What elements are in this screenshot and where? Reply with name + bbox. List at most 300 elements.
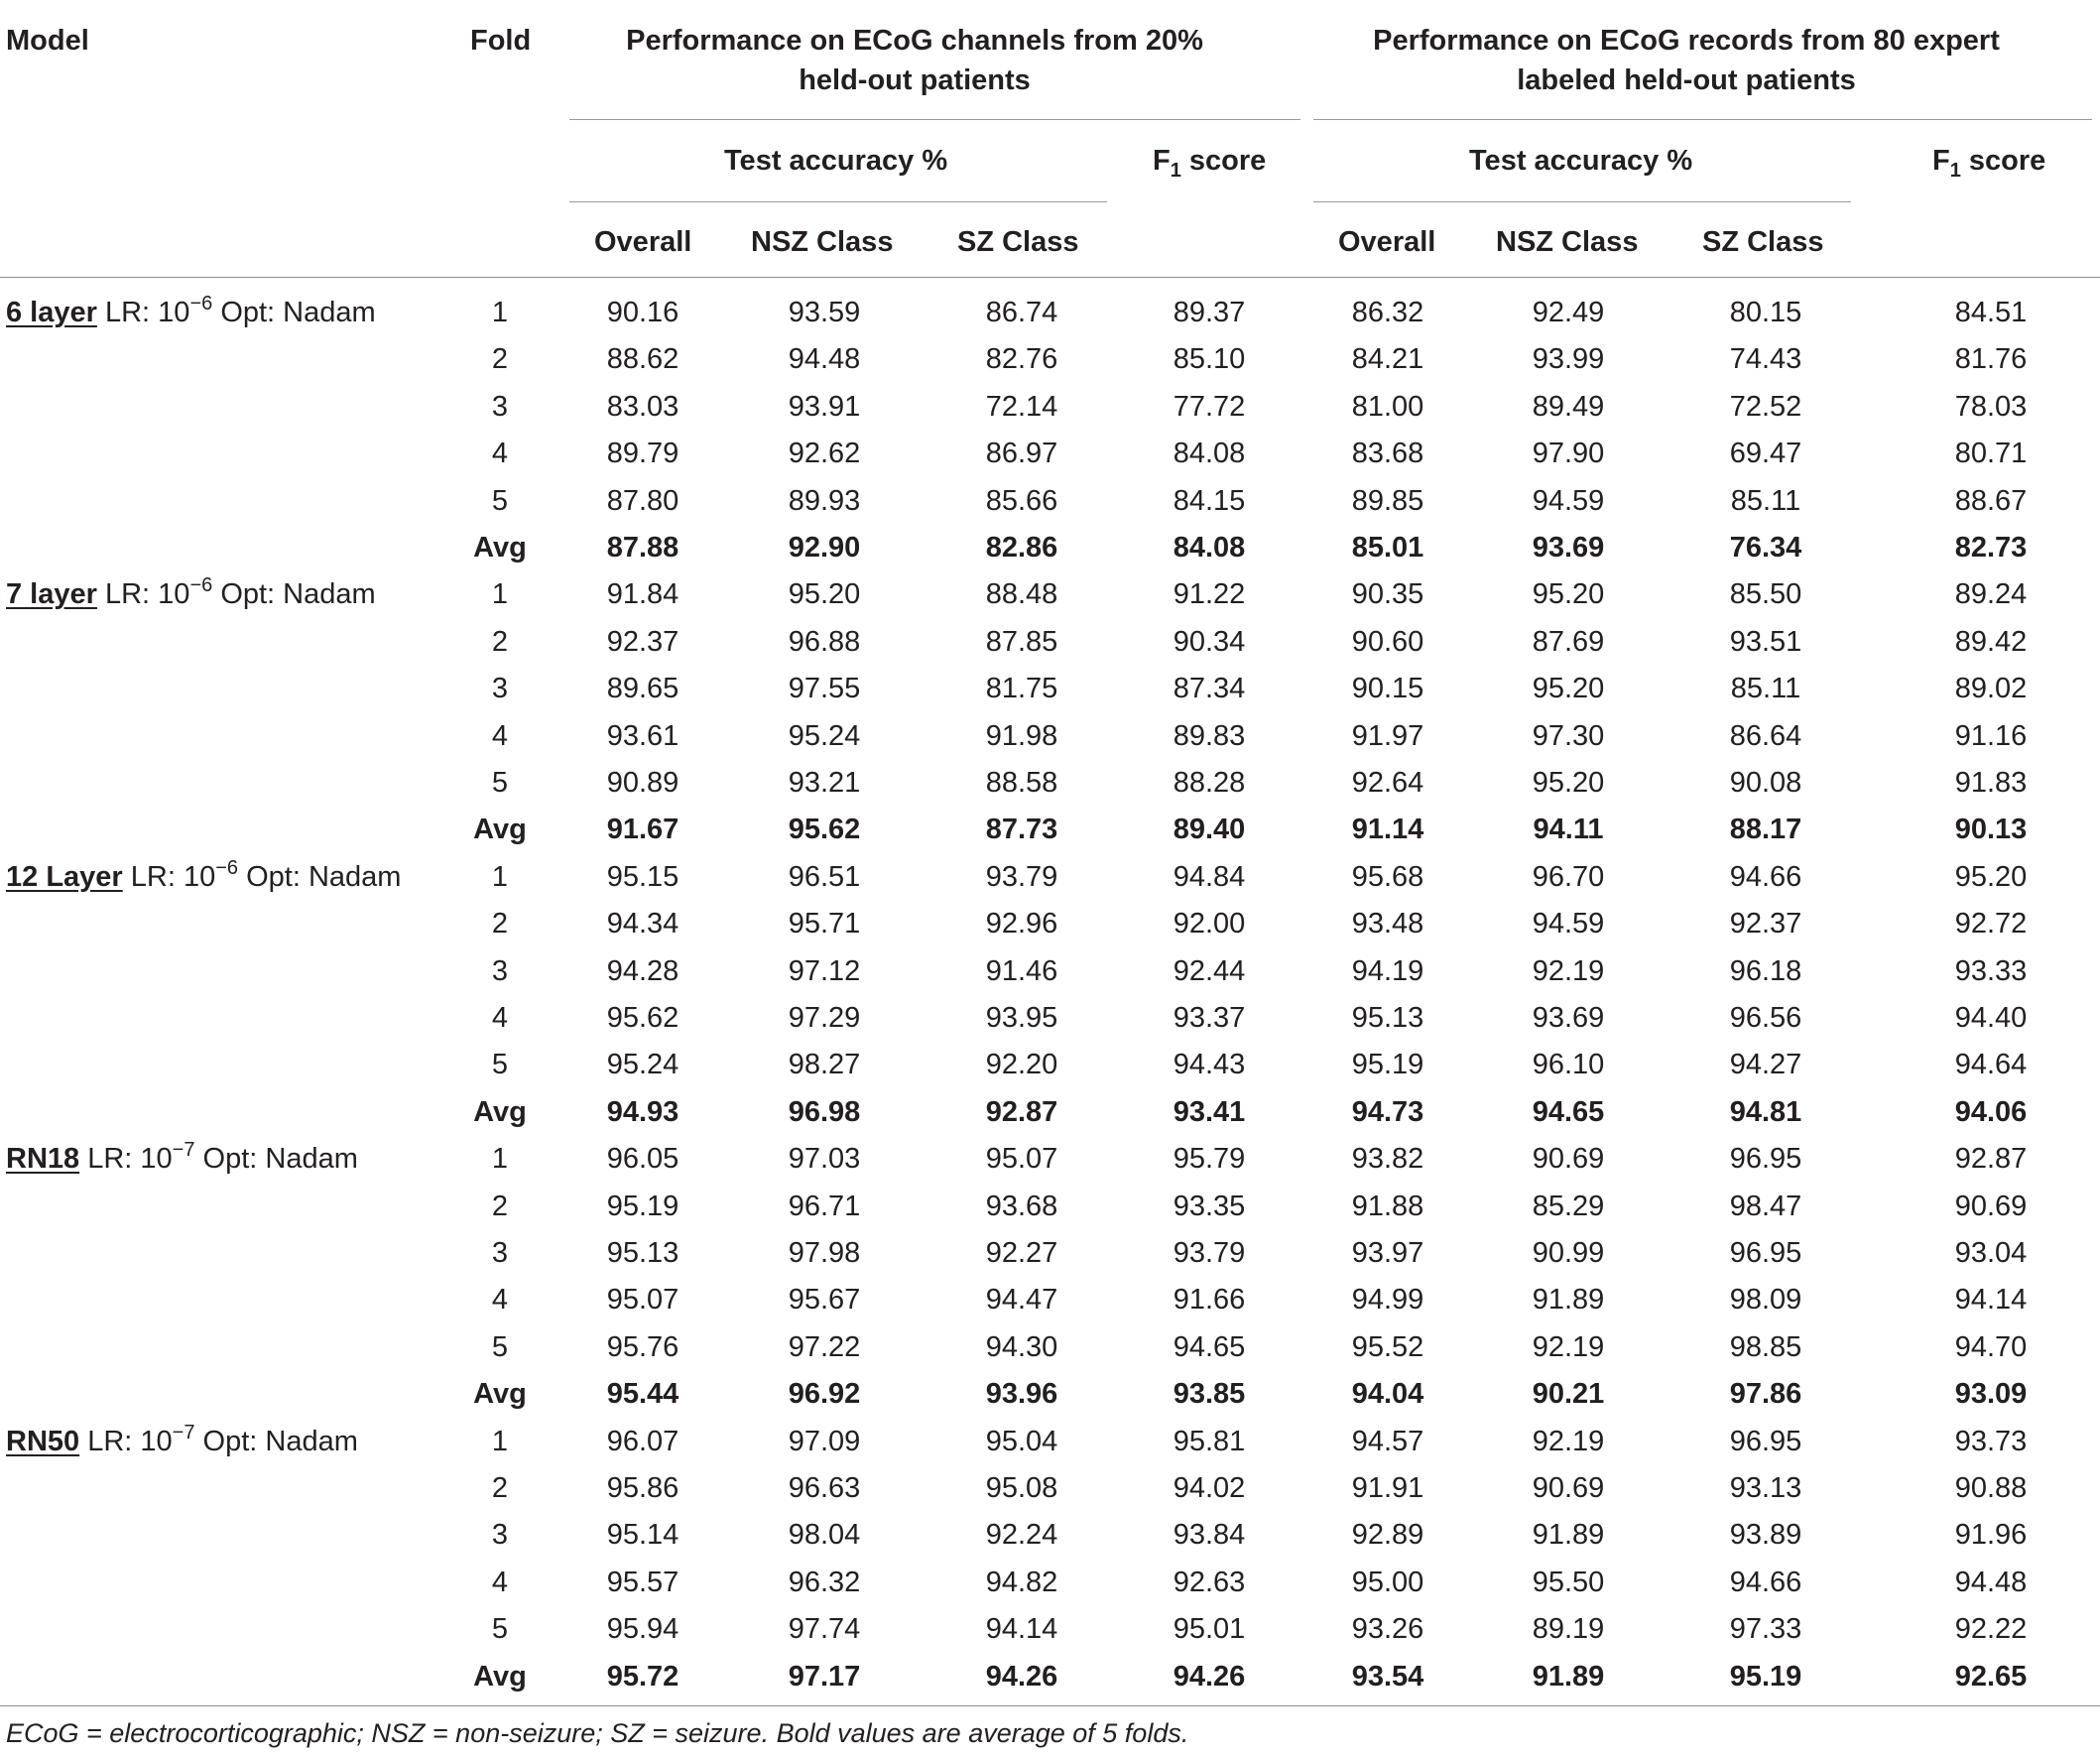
header-nsz-channels: NSZ Class <box>751 226 894 258</box>
value-cell: 91.16 <box>1954 719 2028 752</box>
value-cell: 88.48 <box>985 578 1058 611</box>
value-cell: 96.05 <box>606 1143 679 1176</box>
value-cell: 80.15 <box>1729 297 1802 328</box>
value-cell: 81.00 <box>1351 390 1424 423</box>
value-cell: 96.70 <box>1532 860 1605 893</box>
table-row <box>0 854 2100 901</box>
value-cell: 91.98 <box>985 719 1058 752</box>
model-name: 7 layer <box>6 578 97 611</box>
value-cell: 95.67 <box>788 1284 861 1317</box>
value-cell: 95.14 <box>606 1519 679 1552</box>
value-cell: 94.48 <box>1954 1566 2028 1598</box>
value-cell: 97.22 <box>788 1330 861 1363</box>
value-cell: 95.24 <box>788 719 861 752</box>
fold-cell: 4 <box>491 719 509 752</box>
value-cell: 96.18 <box>1729 954 1802 987</box>
learning-rate: LR: 10 <box>87 1425 173 1457</box>
value-cell: 92.63 <box>1173 1566 1246 1598</box>
value-cell: 94.99 <box>1351 1284 1424 1317</box>
model-label <box>6 1419 358 1468</box>
fold-cell: Avg <box>473 814 527 846</box>
value-cell: 96.07 <box>606 1425 679 1457</box>
value-cell: 95.20 <box>1954 860 2028 893</box>
value-cell: 97.30 <box>1532 719 1605 752</box>
table-row <box>0 478 2100 525</box>
value-cell: 89.02 <box>1954 673 2028 705</box>
value-cell: 85.10 <box>1173 343 1246 376</box>
value-cell: 94.14 <box>1954 1284 2028 1317</box>
value-cell: 93.59 <box>788 297 861 328</box>
value-cell: 97.09 <box>788 1425 861 1457</box>
fold-cell: 1 <box>491 578 509 611</box>
fold-cell: Avg <box>473 1660 527 1693</box>
value-cell: 94.84 <box>1173 860 1246 893</box>
fold-cell: 4 <box>491 1002 509 1034</box>
value-cell: 93.85 <box>1173 1378 1246 1411</box>
value-cell: 96.88 <box>788 625 861 658</box>
fold-cell: 3 <box>491 954 509 987</box>
value-cell: 97.74 <box>788 1613 861 1646</box>
value-cell: 89.65 <box>606 673 679 705</box>
value-cell: 91.14 <box>1351 814 1424 846</box>
header-f1-channels <box>1153 141 1266 190</box>
fold-cell: 3 <box>491 1237 509 1269</box>
value-cell: 80.71 <box>1954 438 2028 470</box>
value-cell: 92.49 <box>1532 297 1605 328</box>
value-cell: 84.15 <box>1173 484 1246 517</box>
header-model: Model <box>6 25 89 57</box>
value-cell: 90.89 <box>606 767 679 799</box>
value-cell: 95.86 <box>606 1472 679 1504</box>
value-cell: 97.12 <box>788 954 861 987</box>
value-cell: 93.79 <box>1173 1237 1246 1269</box>
value-cell: 94.65 <box>1173 1330 1246 1363</box>
value-cell: 77.72 <box>1173 390 1246 423</box>
value-cell: 81.76 <box>1954 343 2028 376</box>
value-cell: 92.27 <box>985 1237 1058 1269</box>
value-cell: 90.08 <box>1729 767 1802 799</box>
value-cell: 93.35 <box>1173 1190 1246 1222</box>
value-cell: 93.33 <box>1954 954 2028 987</box>
value-cell: 95.62 <box>788 814 861 846</box>
value-cell: 96.92 <box>788 1378 861 1411</box>
table-row <box>0 1230 2100 1277</box>
value-cell: 93.51 <box>1729 625 1802 658</box>
value-cell: 72.52 <box>1729 390 1802 423</box>
value-cell: 83.68 <box>1351 438 1424 470</box>
value-cell: 98.85 <box>1729 1330 1802 1363</box>
fold-cell: 4 <box>491 1566 509 1598</box>
table-row <box>0 1419 2100 1465</box>
value-cell: 96.32 <box>788 1566 861 1598</box>
value-cell: 84.08 <box>1173 438 1246 470</box>
value-cell: 98.47 <box>1729 1190 1802 1222</box>
fold-cell: 1 <box>491 1425 509 1457</box>
group-rule-channels <box>569 119 1300 120</box>
learning-rate-exponent: −7 <box>172 1139 195 1162</box>
value-cell: 85.01 <box>1351 532 1424 564</box>
value-cell: 87.34 <box>1173 673 1246 705</box>
value-cell: 96.56 <box>1729 1002 1802 1034</box>
value-cell: 93.69 <box>1532 1002 1605 1034</box>
table-row <box>0 1277 2100 1323</box>
fold-cell: 2 <box>491 908 509 941</box>
value-cell: 93.54 <box>1351 1660 1424 1693</box>
value-cell: 81.75 <box>985 673 1058 705</box>
value-cell: 92.19 <box>1532 1425 1605 1457</box>
value-cell: 97.33 <box>1729 1613 1802 1646</box>
value-cell: 95.71 <box>788 908 861 941</box>
table-footnote: ECoG = electrocorticographic; NSZ = non-seizure; SZ = seizure. Bold values are average of 5 folds. <box>6 1718 1189 1748</box>
header-bottom-rule <box>0 277 2100 278</box>
value-cell: 88.58 <box>985 767 1058 799</box>
value-cell: 94.26 <box>985 1660 1058 1693</box>
fold-cell: 2 <box>491 1472 509 1504</box>
learning-rate: LR: 10 <box>87 1143 173 1176</box>
value-cell: 87.69 <box>1532 625 1605 658</box>
table-row-average <box>0 1089 2100 1136</box>
value-cell: 94.65 <box>1532 1095 1605 1128</box>
fold-cell: 3 <box>491 673 509 705</box>
table-row <box>0 619 2100 666</box>
value-cell: 93.68 <box>985 1190 1058 1222</box>
value-cell: 87.85 <box>985 625 1058 658</box>
value-cell: 97.98 <box>788 1237 861 1269</box>
subgroup-rule-records <box>1313 201 1851 202</box>
table-row-average <box>0 1371 2100 1418</box>
fold-cell: Avg <box>473 532 527 564</box>
value-cell: 86.32 <box>1351 297 1424 328</box>
header-nsz-records: NSZ Class <box>1496 226 1639 258</box>
value-cell: 90.35 <box>1351 578 1424 611</box>
value-cell: 72.14 <box>985 390 1058 423</box>
value-cell: 92.87 <box>985 1095 1058 1128</box>
table-row-average <box>0 1654 2100 1700</box>
header-overall-channels: Overall <box>594 226 692 258</box>
value-cell: 95.19 <box>1351 1049 1424 1081</box>
value-cell: 93.82 <box>1351 1143 1424 1176</box>
value-cell: 91.89 <box>1532 1519 1605 1552</box>
group-rule-records <box>1313 119 2092 120</box>
value-cell: 97.29 <box>788 1002 861 1034</box>
value-cell: 90.69 <box>1532 1472 1605 1504</box>
value-cell: 95.19 <box>606 1190 679 1222</box>
value-cell: 85.11 <box>1730 673 1801 705</box>
value-cell: 93.48 <box>1351 908 1424 941</box>
value-cell: 94.48 <box>788 343 861 376</box>
value-cell: 93.41 <box>1173 1095 1246 1128</box>
value-cell: 91.84 <box>606 578 679 611</box>
value-cell: 90.69 <box>1954 1190 2028 1222</box>
fold-cell: 2 <box>491 625 509 658</box>
table-row <box>0 290 2100 336</box>
value-cell: 95.08 <box>985 1472 1058 1504</box>
value-cell: 90.69 <box>1532 1143 1605 1176</box>
fold-cell: 1 <box>491 860 509 893</box>
table-row <box>0 760 2100 807</box>
fold-cell: 1 <box>491 1143 509 1176</box>
table-row <box>0 1512 2100 1559</box>
model-label <box>6 290 376 339</box>
value-cell: 89.83 <box>1173 719 1246 752</box>
table-row <box>0 431 2100 477</box>
fold-cell: Avg <box>473 1095 527 1128</box>
value-cell: 82.86 <box>985 532 1058 564</box>
value-cell: 94.66 <box>1729 1566 1802 1598</box>
value-cell: 74.43 <box>1729 343 1802 376</box>
value-cell: 78.03 <box>1954 390 2028 423</box>
value-cell: 85.29 <box>1532 1190 1605 1222</box>
value-cell: 98.27 <box>788 1049 861 1081</box>
value-cell: 95.24 <box>606 1049 679 1081</box>
value-cell: 95.94 <box>606 1613 679 1646</box>
value-cell: 98.04 <box>788 1519 861 1552</box>
table-row <box>0 713 2100 760</box>
value-cell: 93.79 <box>985 860 1058 893</box>
table-row <box>0 995 2100 1042</box>
optimizer: Opt: Nadam <box>220 297 376 328</box>
value-cell: 91.22 <box>1173 578 1246 611</box>
value-cell: 84.08 <box>1173 532 1246 564</box>
value-cell: 89.24 <box>1954 578 2028 611</box>
value-cell: 96.98 <box>788 1095 861 1128</box>
model-name: RN18 <box>6 1143 80 1176</box>
fold-cell: 5 <box>491 1049 509 1081</box>
value-cell: 95.13 <box>1351 1002 1424 1034</box>
value-cell: 85.11 <box>1730 484 1801 517</box>
value-cell: 94.02 <box>1173 1472 1246 1504</box>
value-cell: 95.20 <box>1532 673 1605 705</box>
model-name: 12 Layer <box>6 860 123 893</box>
value-cell: 94.26 <box>1173 1660 1246 1693</box>
fold-cell: 2 <box>491 343 509 376</box>
value-cell: 93.37 <box>1173 1002 1246 1034</box>
table-row <box>0 1042 2100 1088</box>
optimizer: Opt: Nadam <box>246 860 402 893</box>
value-cell: 90.13 <box>1954 814 2028 846</box>
header-test-accuracy-records: Test accuracy % <box>1469 145 1693 177</box>
table-row <box>0 666 2100 712</box>
value-cell: 91.66 <box>1173 1284 1246 1317</box>
value-cell: 85.66 <box>985 484 1058 517</box>
model-label <box>6 854 401 904</box>
value-cell: 87.80 <box>606 484 679 517</box>
optimizer: Opt: Nadam <box>202 1143 358 1176</box>
value-cell: 95.20 <box>788 578 861 611</box>
fold-cell: 5 <box>491 1330 509 1363</box>
f1-subscript: 1 <box>1949 159 1961 182</box>
value-cell: 97.86 <box>1729 1378 1802 1411</box>
value-cell: 96.63 <box>788 1472 861 1504</box>
fold-cell: 3 <box>491 1519 509 1552</box>
model-label <box>6 571 376 621</box>
value-cell: 94.34 <box>606 908 679 941</box>
value-cell: 91.89 <box>1532 1660 1605 1693</box>
value-cell: 91.67 <box>606 814 679 846</box>
learning-rate: LR: 10 <box>104 578 190 611</box>
value-cell: 95.44 <box>606 1378 679 1411</box>
fold-cell: 3 <box>491 390 509 423</box>
value-cell: 90.15 <box>1351 673 1424 705</box>
fold-cell: 4 <box>491 1284 509 1317</box>
value-cell: 92.62 <box>788 438 861 470</box>
value-cell: 92.44 <box>1173 954 1246 987</box>
value-cell: 76.34 <box>1729 532 1802 564</box>
table-bottom-rule <box>0 1705 2100 1706</box>
value-cell: 82.76 <box>985 343 1058 376</box>
value-cell: 94.59 <box>1532 908 1605 941</box>
header-test-accuracy-channels: Test accuracy % <box>724 145 948 177</box>
value-cell: 95.15 <box>606 860 679 893</box>
value-cell: 93.21 <box>788 767 861 799</box>
value-cell: 87.73 <box>985 814 1058 846</box>
value-cell: 87.88 <box>606 532 679 564</box>
value-cell: 91.83 <box>1954 767 2028 799</box>
table-row-average <box>0 807 2100 853</box>
value-cell: 95.13 <box>606 1237 679 1269</box>
table-row <box>0 948 2100 995</box>
value-cell: 92.96 <box>985 908 1058 941</box>
value-cell: 86.74 <box>985 297 1058 328</box>
value-cell: 95.50 <box>1532 1566 1605 1598</box>
table-row <box>0 336 2100 383</box>
value-cell: 92.20 <box>985 1049 1058 1081</box>
value-cell: 92.64 <box>1351 767 1424 799</box>
value-cell: 93.04 <box>1954 1237 2028 1269</box>
model-name: 6 layer <box>6 297 97 328</box>
value-cell: 93.13 <box>1729 1472 1802 1504</box>
value-cell: 93.26 <box>1351 1613 1424 1646</box>
value-cell: 92.90 <box>788 532 861 564</box>
f1-suffix: score <box>1960 145 2046 177</box>
f1-prefix: F <box>1153 145 1171 177</box>
header-group-records: Performance on ECoG records from 80 expert labeled held-out patients <box>1373 25 2000 96</box>
value-cell: 95.20 <box>1532 578 1605 611</box>
value-cell: 96.95 <box>1729 1143 1802 1176</box>
value-cell: 94.04 <box>1351 1378 1424 1411</box>
value-cell: 90.21 <box>1532 1378 1605 1411</box>
value-cell: 94.27 <box>1729 1049 1802 1081</box>
value-cell: 91.89 <box>1532 1284 1605 1317</box>
value-cell: 86.97 <box>985 438 1058 470</box>
header-f1-records <box>1932 141 2045 190</box>
value-cell: 92.89 <box>1351 1519 1424 1552</box>
learning-rate: LR: 10 <box>104 297 190 328</box>
table-row <box>0 1184 2100 1230</box>
value-cell: 93.73 <box>1954 1425 2028 1457</box>
value-cell: 88.17 <box>1729 814 1802 846</box>
value-cell: 95.57 <box>606 1566 679 1598</box>
value-cell: 93.09 <box>1954 1378 2028 1411</box>
model-label <box>6 1136 358 1186</box>
value-cell: 94.06 <box>1954 1095 2028 1128</box>
value-cell: 93.99 <box>1532 343 1605 376</box>
value-cell: 69.47 <box>1729 438 1802 470</box>
value-cell: 94.11 <box>1533 814 1604 846</box>
value-cell: 93.61 <box>606 719 679 752</box>
learning-rate: LR: 10 <box>130 860 216 893</box>
value-cell: 92.22 <box>1954 1613 2028 1646</box>
table-row <box>0 571 2100 618</box>
value-cell: 97.90 <box>1532 438 1605 470</box>
value-cell: 94.14 <box>985 1613 1058 1646</box>
table-row <box>0 901 2100 947</box>
value-cell: 94.57 <box>1351 1425 1424 1457</box>
value-cell: 94.43 <box>1173 1049 1246 1081</box>
table-row <box>0 1136 2100 1183</box>
value-cell: 88.67 <box>1954 484 2028 517</box>
value-cell: 92.19 <box>1532 954 1605 987</box>
value-cell: 95.20 <box>1532 767 1605 799</box>
value-cell: 95.79 <box>1173 1143 1246 1176</box>
value-cell: 93.84 <box>1173 1519 1246 1552</box>
value-cell: 92.24 <box>985 1519 1058 1552</box>
value-cell: 89.37 <box>1173 297 1246 328</box>
value-cell: 91.91 <box>1351 1472 1424 1504</box>
value-cell: 95.04 <box>985 1425 1058 1457</box>
value-cell: 93.96 <box>985 1378 1058 1411</box>
value-cell: 89.42 <box>1954 625 2028 658</box>
value-cell: 92.72 <box>1954 908 2028 941</box>
model-name: RN50 <box>6 1425 80 1457</box>
f1-suffix: score <box>1180 145 1267 177</box>
value-cell: 94.73 <box>1351 1095 1424 1128</box>
value-cell: 95.72 <box>606 1660 679 1693</box>
value-cell: 88.62 <box>606 343 679 376</box>
value-cell: 94.93 <box>606 1095 679 1128</box>
value-cell: 93.69 <box>1532 532 1605 564</box>
value-cell: 92.65 <box>1954 1660 2028 1693</box>
header-sz-channels: SZ Class <box>957 226 1079 258</box>
header-group-channels: Performance on ECoG channels from 20% held-out patients <box>626 25 1203 96</box>
fold-cell: 5 <box>491 484 509 517</box>
value-cell: 94.64 <box>1954 1049 2028 1081</box>
value-cell: 97.03 <box>788 1143 861 1176</box>
value-cell: 94.59 <box>1532 484 1605 517</box>
fold-cell: 2 <box>491 1190 509 1222</box>
value-cell: 98.09 <box>1729 1284 1802 1317</box>
fold-cell: 5 <box>491 1613 509 1646</box>
value-cell: 96.71 <box>788 1190 861 1222</box>
value-cell: 84.21 <box>1351 343 1424 376</box>
value-cell: 94.66 <box>1729 860 1802 893</box>
value-cell: 86.64 <box>1729 719 1802 752</box>
value-cell: 91.46 <box>985 954 1058 987</box>
value-cell: 95.00 <box>1351 1566 1424 1598</box>
value-cell: 90.88 <box>1954 1472 2028 1504</box>
value-cell: 89.40 <box>1173 814 1246 846</box>
subgroup-rule-channels <box>569 201 1107 202</box>
value-cell: 94.81 <box>1729 1095 1802 1128</box>
value-cell: 95.19 <box>1729 1660 1802 1693</box>
value-cell: 96.95 <box>1729 1425 1802 1457</box>
value-cell: 92.37 <box>1729 908 1802 941</box>
value-cell: 94.28 <box>606 954 679 987</box>
value-cell: 94.82 <box>985 1566 1058 1598</box>
value-cell: 89.49 <box>1532 390 1605 423</box>
value-cell: 83.03 <box>606 390 679 423</box>
value-cell: 94.47 <box>985 1284 1058 1317</box>
value-cell: 95.01 <box>1173 1613 1246 1646</box>
fold-cell: 1 <box>491 297 509 328</box>
value-cell: 90.34 <box>1173 625 1246 658</box>
value-cell: 97.17 <box>788 1660 861 1693</box>
value-cell: 95.07 <box>985 1143 1058 1176</box>
value-cell: 89.85 <box>1351 484 1424 517</box>
header-overall-records: Overall <box>1338 226 1436 258</box>
value-cell: 96.10 <box>1532 1049 1605 1081</box>
value-cell: 94.19 <box>1351 954 1424 987</box>
